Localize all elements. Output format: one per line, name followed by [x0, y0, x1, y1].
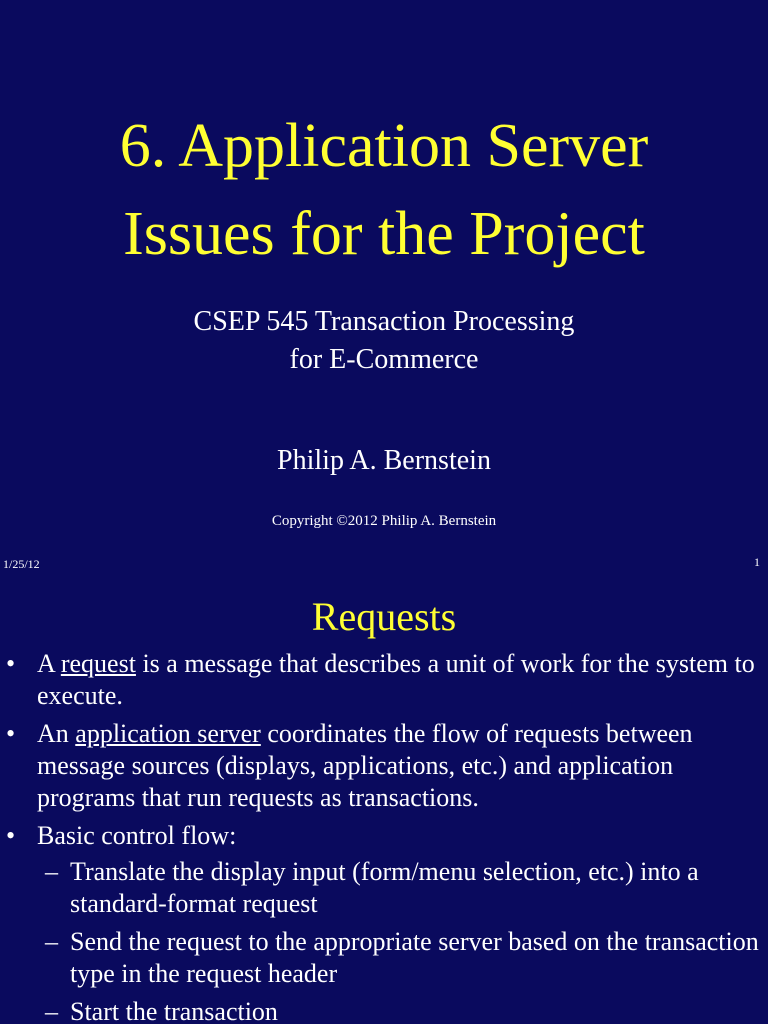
dash-marker: – — [45, 857, 58, 886]
bullet-item — [0, 718, 760, 814]
subtitle-line-2: for E-Commerce — [289, 344, 479, 375]
bullet-text-suffix: coordinates the flow of requests between message sources (displays, applications, etc.) and application programs that run requests as transactions. — [37, 719, 693, 812]
requests-slide — [0, 584, 768, 1024]
sub-bullet-item — [37, 926, 760, 990]
dash-marker: – — [45, 927, 58, 956]
bullet-text-suffix: is a message that describes a unit of work for the system to execute. — [37, 649, 755, 710]
bullet-item — [0, 648, 760, 712]
slide-date: 1/25/12 — [3, 557, 40, 571]
term-request: request — [60, 649, 136, 678]
copyright-notice: Copyright ©2012 Philip A. Bernstein — [271, 513, 497, 529]
course-subtitle — [0, 303, 768, 379]
subtitle-line-1: CSEP 545 Transaction Processing — [193, 306, 575, 337]
slide-page-number: 1 — [754, 555, 760, 569]
bullet-text-prefix: A — [37, 649, 61, 678]
bullet-list — [0, 648, 760, 1024]
bullet-marker: • — [6, 649, 16, 678]
bullet-marker: • — [6, 821, 16, 850]
sub-bullet-text: Send the request to the appropriate server based on the transaction type in the request header — [70, 927, 759, 988]
dash-marker: – — [45, 997, 58, 1024]
bullet-item — [0, 820, 760, 1024]
bullet-text: Basic control flow: — [37, 821, 237, 850]
sub-bullet-item — [37, 856, 760, 920]
sub-bullet-list — [37, 856, 760, 1024]
author-name: Philip A. Bernstein — [277, 445, 491, 476]
slide-title — [0, 102, 768, 278]
bullet-text-prefix: An — [37, 719, 76, 748]
title-line-2: Issues for the Project — [123, 200, 645, 268]
slide-title: Requests — [311, 594, 457, 639]
sub-bullet-text: Start the transaction — [70, 997, 278, 1024]
bullet-marker: • — [6, 719, 16, 748]
sub-bullet-text: Translate the display input (form/menu selection, etc.) into a standard-format request — [70, 857, 699, 918]
term-application-server: application server — [75, 719, 261, 748]
sub-bullet-item — [37, 996, 760, 1024]
title-line-1: 6. Application Server — [119, 112, 649, 180]
